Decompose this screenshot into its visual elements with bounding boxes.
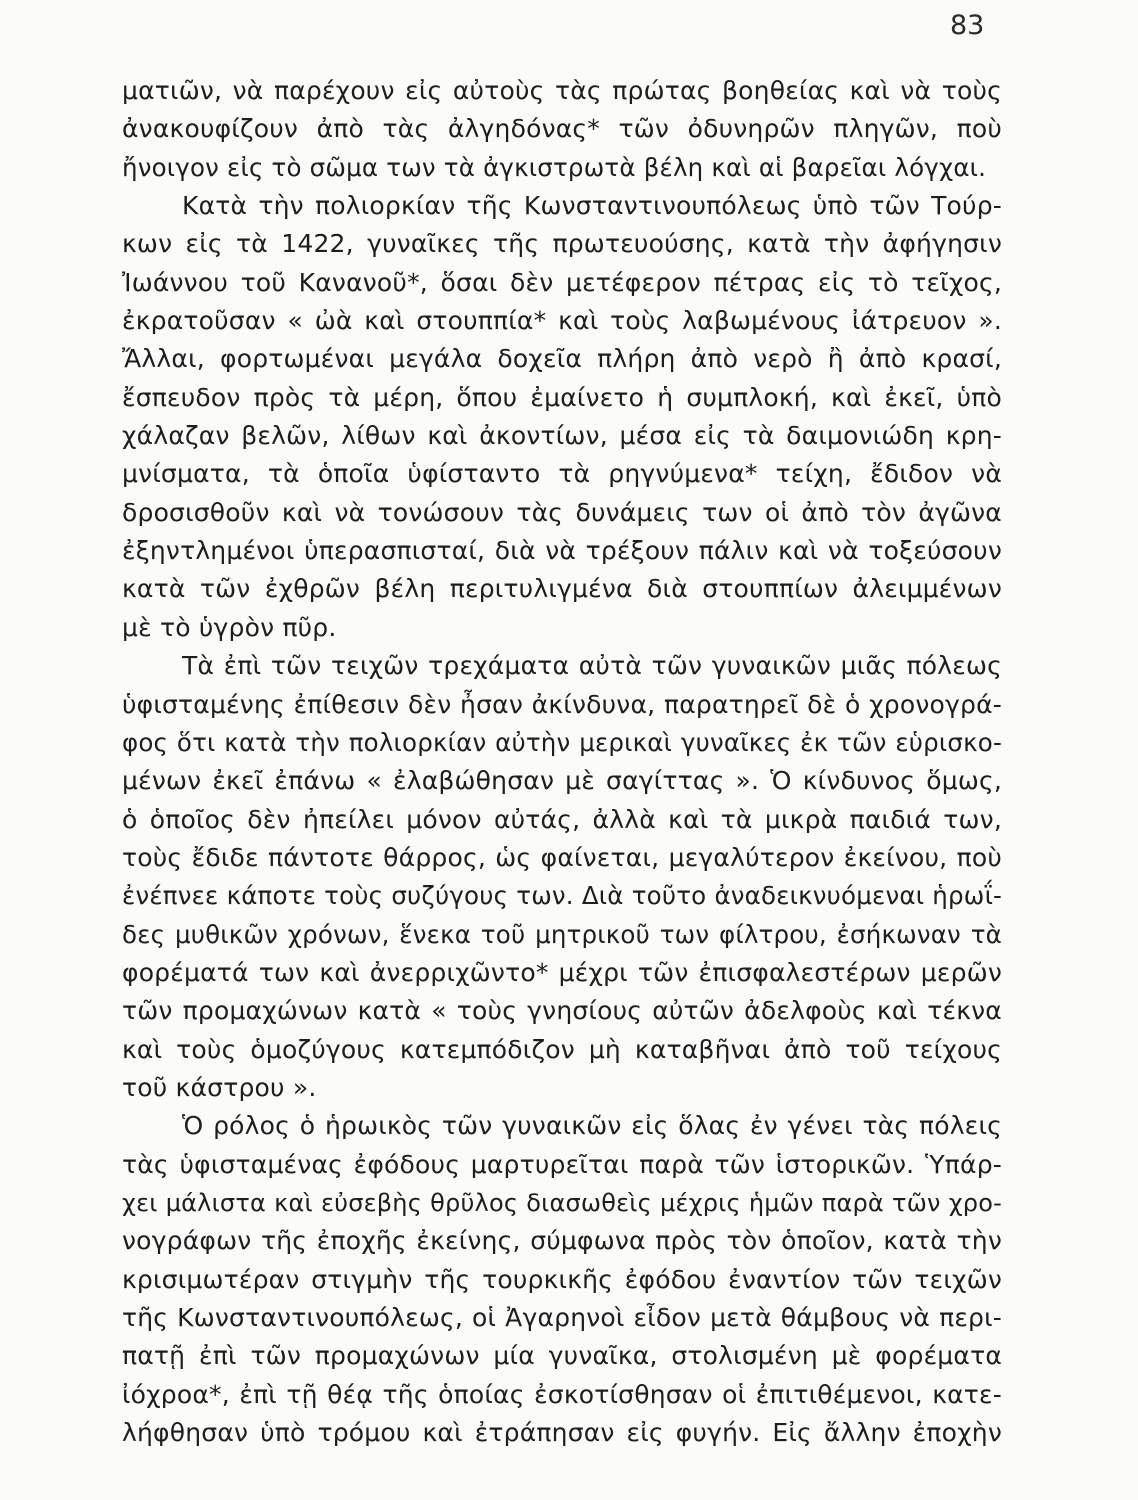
text-line: χει μάλιστα καὶ εὐσεβὴς θρῦλος διασωθεὶς μέχρις ἡμῶν παρὰ τῶν χρο- xyxy=(122,1188,1002,1217)
text-line: μένων ἐκεῖ ἐπάνω « ἐλαβώθησαν μὲ σαγίττας ». Ὁ κίνδυνος ὅμως, xyxy=(122,766,1002,796)
text-line: καὶ τοὺς ὁμοζύγους κατεμπόδιζον μὴ καταβῆναι ἀπὸ τοῦ τείχους xyxy=(122,1034,1002,1064)
text-line: φορέματά των καὶ ἀνερριχῶντο* μέχρι τῶν ἐπισφαλεστέρων μερῶν xyxy=(122,957,1002,987)
text-line: ἐνέπνεε κάποτε τοὺς συζύγους των. Διὰ τοῦτο ἀναδεικνυόμεναι ἡρωΐ- xyxy=(122,881,1002,911)
text-line: ἐξηντλημένοι ὑπερασπισταί, διὰ νὰ τρέξουν πάλιν καὶ νὰ τοξεύσουν xyxy=(122,536,1002,566)
text-line: τῶν προμαχώνων κατὰ « τοὺς γνησίους αὐτῶν ἀδελφοὺς καὶ τέκνα xyxy=(122,996,1002,1026)
text-line: ἰόχροα*, ἐπὶ τῇ θέᾳ τῆς ὁποίας ἐσκοτίσθησαν οἱ ἐπιτιθέμενοι, κατε- xyxy=(122,1379,1002,1409)
text-line: τοῦ κάστρου ». xyxy=(122,1072,317,1102)
text-line: χάλαζαν βελῶν, λίθων καὶ ἀκοντίων, μέσα εἰς τὰ δαιμονιώδη κρη- xyxy=(122,421,1002,451)
text-line: μνίσματα, τὰ ὁποῖα ὑφίσταντο τὰ ρηγνύμενα* τείχη, ἔδιδον νὰ xyxy=(122,459,1002,489)
text-line: Ὁ ρόλος ὁ ἡρωικὸς τῶν γυναικῶν εἰς ὅλας ἐν γένει τὰς πόλεις xyxy=(182,1111,1002,1141)
text-line: κρισιμωτέραν στιγμὴν τῆς τουρκικῆς ἐφόδου ἐναντίον τῶν τειχῶν xyxy=(122,1264,1002,1294)
text-line: ὁ ὁποῖος δὲν ἠπείλει μόνον αὐτάς, ἀλλὰ καὶ τὰ μικρὰ παιδιά των, xyxy=(122,804,1002,834)
text-line: κατὰ τῶν ἐχθρῶν βέλη περιτυλιγμένα διὰ στουππίων ἀλειμμένων xyxy=(122,574,1002,604)
text-line: πατῇ ἐπὶ τῶν προμαχώνων μία γυναῖκα, στολισμένη μὲ φορέματα xyxy=(122,1341,1002,1371)
text-line: δροσισθοῦν καὶ νὰ τονώσουν τὰς δυνάμεις των οἱ ἀπὸ τὸν ἀγῶνα xyxy=(122,497,1002,527)
text-line: Ἰωάννου τοῦ Κανανοῦ*, ὅσαι δὲν μετέφερον πέτρας εἰς τὸ τεῖχος, xyxy=(122,267,1002,297)
text-line: ματιῶν, νὰ παρέχουν εἰς αὐτοὺς τὰς πρώτας βοηθείας καὶ νὰ τοὺς xyxy=(122,76,1002,105)
text-line: νογράφων τῆς ἐποχῆς ἐκείνης, σύμφωνα πρὸς τὸν ὁποῖον, κατὰ τὴν xyxy=(122,1226,1002,1256)
text-line: τὰς ὑφισταμένας ἐφόδους μαρτυρεῖται παρὰ τῶν ἱστορικῶν. Ὑπάρ- xyxy=(122,1149,1002,1179)
text-line: ἔσπευδον πρὸς τὰ μέρη, ὅπου ἐμαίνετο ἡ συμπλοκή, καὶ ἐκεῖ, ὑπὸ xyxy=(122,382,1002,412)
text-line: ἐκρατοῦσαν « ὠὰ καὶ στουππία* καὶ τοὺς λαβωμένους ἰάτρευον ». xyxy=(122,306,1002,336)
text-line: λήφθησαν ὑπὸ τρόμου καὶ ἐτράπησαν εἰς φυγήν. Εἰς ἄλλην ἐποχὴν xyxy=(122,1418,1002,1448)
text-line: δες μυθικῶν χρόνων, ἕνεκα τοῦ μητρικοῦ των φίλτρου, ἐσήκωναν τὰ xyxy=(122,919,1002,949)
body-text xyxy=(122,72,1002,1452)
text-line: ἤνοιγον εἰς τὸ σῶμα των τὰ ἀγκιστρωτὰ βέλη καὶ αἱ βαρεῖαι λόγχαι. xyxy=(122,152,987,182)
page-number: 83 xyxy=(950,10,985,41)
text-line: Ἄλλαι, φορτωμέναι μεγάλα δοχεῖα πλήρη ἀπὸ νερὸ ἢ ἀπὸ κρασί, xyxy=(122,344,1002,374)
text-line: Κατὰ τὴν πολιορκίαν τῆς Κωνσταντινουπόλεως ὑπὸ τῶν Τούρ- xyxy=(182,191,1002,221)
text-line: μὲ τὸ ὑγρὸν πῦρ. xyxy=(122,612,337,642)
text-line: ἀνακουφίζουν ἀπὸ τὰς ἀλγηδόνας* τῶν ὀδυνηρῶν πληγῶν, ποὺ xyxy=(122,114,1002,144)
text-line: Τὰ ἐπὶ τῶν τειχῶν τρεχάματα αὐτὰ τῶν γυναικῶν μιᾶς πόλεως xyxy=(182,651,1002,681)
text-line: φος ὅτι κατὰ τὴν πολιορκίαν αὐτὴν μερικαὶ γυναῖκες ἐκ τῶν εὑρισκο- xyxy=(122,727,1002,757)
text-line: τοὺς ἔδιδε πάντοτε θάρρος, ὡς φαίνεται, μεγαλύτερον ἐκείνου, ποὺ xyxy=(122,842,1002,872)
text-line: τῆς Κωνσταντινουπόλεως, οἱ Ἀγαρηνοὶ εἶδον μετὰ θάμβους νὰ περι- xyxy=(122,1303,1002,1332)
text-line: ὑφισταμένης ἐπίθεσιν δὲν ἦσαν ἀκίνδυνα, παρατηρεῖ δὲ ὁ χρονογρά- xyxy=(122,689,1002,719)
text-line: κων εἰς τὰ 1422, γυναῖκες τῆς πρωτευούσης, κατὰ τὴν ἀφήγησιν xyxy=(122,229,1002,259)
